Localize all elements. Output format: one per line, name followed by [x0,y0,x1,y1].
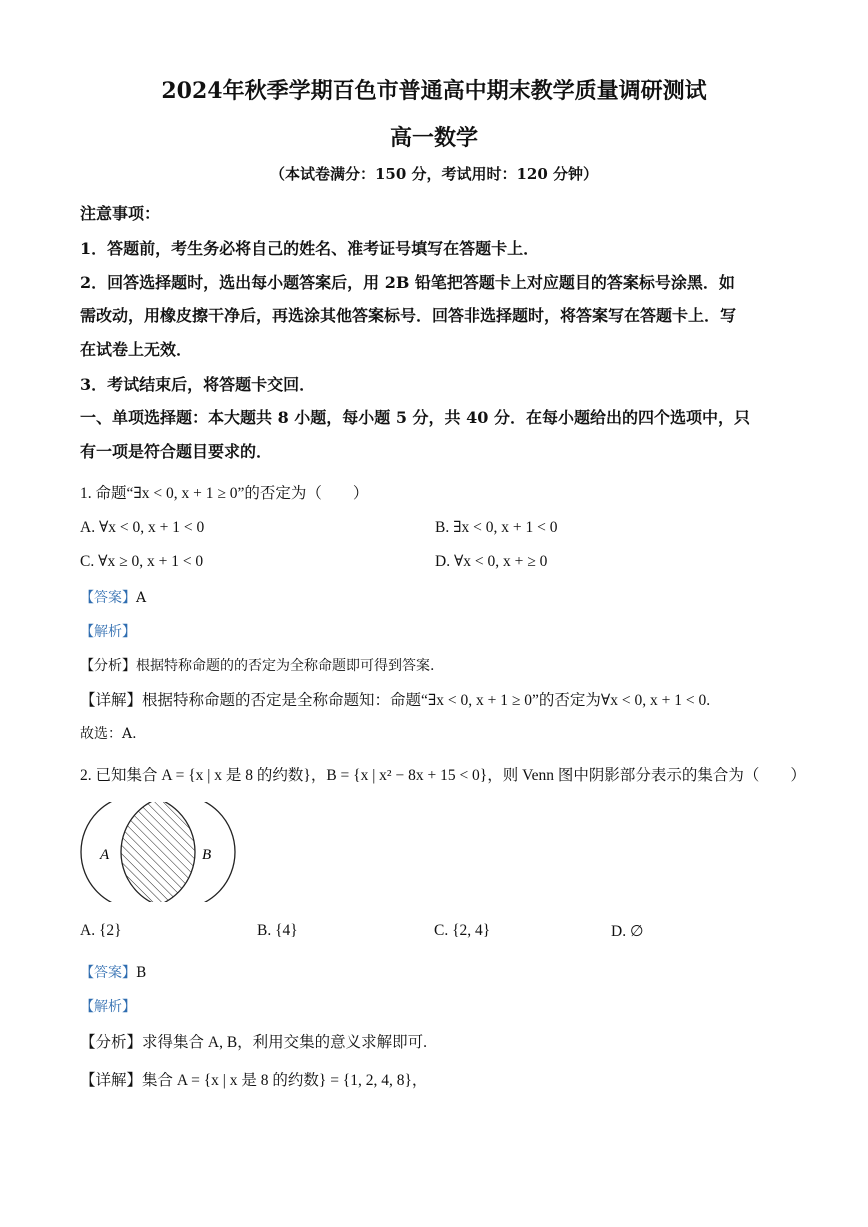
q2-option-b: B. {4} [257,922,298,939]
q2-option-a: A. {2} [80,922,122,939]
q1-option-a: A. ∀x < 0, x + 1 < 0 [80,519,205,536]
venn-label-a: A [100,847,110,863]
q1-option-d: D. ∀x < 0, x + ≥ 0 [435,553,548,570]
venn-diagram [78,802,238,902]
exam-title: 2024年秋季学期百色市普通高中期末教学质量调研测试 [161,78,707,104]
q2-option-c: C. {2, 4} [434,922,491,939]
exam-info: （本试卷满分：150 分，考试用时：120 分钟） [269,165,599,183]
subject-title: 高一数学 [389,125,478,151]
q1-option-c: C. ∀x ≥ 0, x + 1 < 0 [80,553,204,570]
q2-option-d: D. ∅ [611,923,644,940]
notes-item: 2．回答选择题时，选出每小题答案后，用 2B 铅笔把答题卡上对应题目的答案标号涂黑．如 [80,273,735,292]
q2-answer [80,962,146,982]
answer-value: A [136,590,147,606]
q1-analysis-tag: 【解析】 [80,624,136,640]
venn-intersection [121,802,235,902]
q1-guxuan: 故选：A. [80,726,137,742]
q2-fenxi: 【分析】求得集合 A, B，利用交集的意义求解即可. [80,1034,428,1051]
q2-xiangjie: 【详解】集合 A = {x | x 是 8 的约数} = {1, 2, 4, 8}， [80,1072,428,1089]
q1-option-b: B. ∃x < 0, x + 1 < 0 [435,519,558,536]
notes-item: 需改动，用橡皮擦干净后，再选涂其他答案标号．回答非选择题时，将答案写在答题卡上．写 [80,306,737,325]
answer-value: B [136,965,147,981]
section-heading: 一、单项选择题：本大题共 8 小题，每小题 5 分，共 40 分．在每小题给出的四个选项中，只 [80,408,750,427]
notes-item: 在试卷上无效． [80,340,193,359]
notes-item: 1．答题前，考生务必将自己的姓名、准考证号填写在答题卡上． [80,239,540,258]
q2-stem: 2. 已知集合 A = {x | x 是 8 的约数}，B = {x | x² − 8x + 15 < 0}，则 Venn 图中阴影部分表示的集合为（ ） [80,767,806,784]
answer-tag: 【答案】 [80,590,136,606]
q1-answer [80,587,146,607]
q2-analysis-tag: 【解析】 [80,999,136,1015]
notes-item: 3．考试结束后，将答题卡交回． [80,375,316,394]
notes-heading: 注意事项： [80,204,161,223]
q1-fenxi: 【分析】根据特称命题的的否定为全称命题即可得到答案. [80,658,435,674]
venn-label-b: B [202,847,212,863]
section-heading-cont: 有一项是符合题目要求的． [80,442,273,461]
answer-tag: 【答案】 [80,965,136,981]
q1-stem: 1. 命题“∃x < 0, x + 1 ≥ 0”的否定为（ ） [80,485,369,502]
q1-xiangjie: 【详解】根据特称命题的否定是全称命题知：命题“∃x < 0, x + 1 ≥ 0”的否定为∀x < 0, x + 1 < 0. [80,692,711,709]
